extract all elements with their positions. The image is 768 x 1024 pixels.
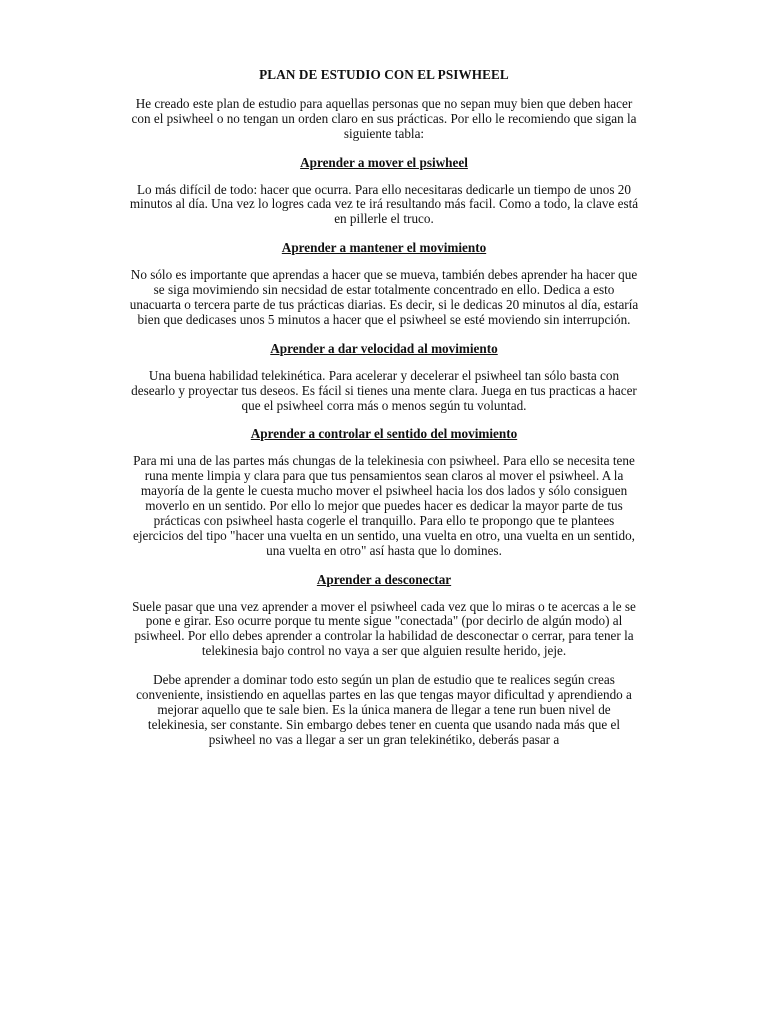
closing-paragraph: Debe aprender a dominar todo esto según un plan de estudio que te realices según creas conveniente, insistiendo en aquellas partes en las que tengas mayor dificultad y aprendiendo a mejorar aquello que te sale bien. Es la única manera de llegar a tene run buen nivel de telekinesia, ser constante. Sin embargo debes tener en cuenta que usando nada más que el psiwheel no vas a llegar a ser un gran telekinétiko, deberás pasar a — [136, 672, 632, 747]
section-heading-mover: Aprender a mover el psiwheel — [300, 154, 468, 170]
document-page — [128, 64, 640, 748]
section-heading-velocidad: Aprender a dar velocidad al movimiento — [270, 340, 498, 356]
section-heading-desconectar: Aprender a desconectar — [316, 571, 452, 587]
section-heading-sentido: Aprender a controlar el sentido del movimiento — [250, 426, 518, 442]
section-text-mover: Lo más difícil de todo: hacer que ocurra. Para ello necesitaras dedicarle un tiempo de unos 20 minutos al día. Una vez lo logres cada vez te irá resultando más facil. Como a todo, la clave está en pillerle el truco. — [129, 181, 639, 227]
section-text-mantener: No sólo es importante que aprendas a hacer que se mueva, también debes aprender ha hacer que se siga movimiendo sin necsidad de estar totalmente concentrado en ello. Dedica a esto unacuarta o tercera parte de tus prácticas diarias. Es decir, si le dedicas 20 minutos al día, estaría bien que dedicases unos 5 minutos a hacer que el psiwheel se esté moviendo sin interrupción. — [129, 267, 639, 327]
section-text-desconectar: Suele pasar que una vez aprender a mover el psiwheel cada vez que lo miras o te acercas a le se pone e girar. Eso ocurre porque tu mente sigue "conectada" (por decirlo de algún modo) al psiwheel. Por ello debes aprender a controlar la habilidad de desconectar o cerrar, para tener la telekinesia bajo control no vaya a ser que alguien resulte herido, jeje. — [132, 598, 636, 659]
section-text-velocidad: Una buena habilidad telekinética. Para acelerar y decelerar el psiwheel tan sólo basta con desearlo y proyectar tus deseos. Es fácil si tienes una mente clara. Juega en tus practicas a hacer que el psiwheel corra más o menos según tu voluntad. — [131, 367, 637, 413]
document-title: PLAN DE ESTUDIO CON EL PSIWHEEL — [259, 67, 509, 82]
section-text-sentido: Para mi una de las partes más chungas de la telekinesia con psiwheel. Para ello se necesita tene runa mente limpia y clara para que tus pensamientos sean claros al mover el psiwheel. A la mayoría de la gente le cuesta mucho mover el psiwheel hacia los dos lados y sólo consiguen moverlo en un sentido. Por ello lo mejor que puedes hacer es dedicar la mayor parte de tus prácticas con psiwheel hasta cogerle el tranquillo. Para ello te propongo que te plantees ejercicios del tipo "hacer una vuelta en un sentido, una vuelta en otro, una vuelta en un sentido, una vuelta en otro" así hasta que lo domines. — [133, 453, 635, 558]
intro-paragraph: He creado este plan de estudio para aquellas personas que no sepan muy bien que deben hacer con el psiwheel o no tengan un orden claro en sus prácticas. Por ello le recomiendo que sigan la siguiente tabla: — [131, 95, 637, 141]
section-heading-mantener: Aprender a mantener el movimiento — [281, 240, 487, 256]
